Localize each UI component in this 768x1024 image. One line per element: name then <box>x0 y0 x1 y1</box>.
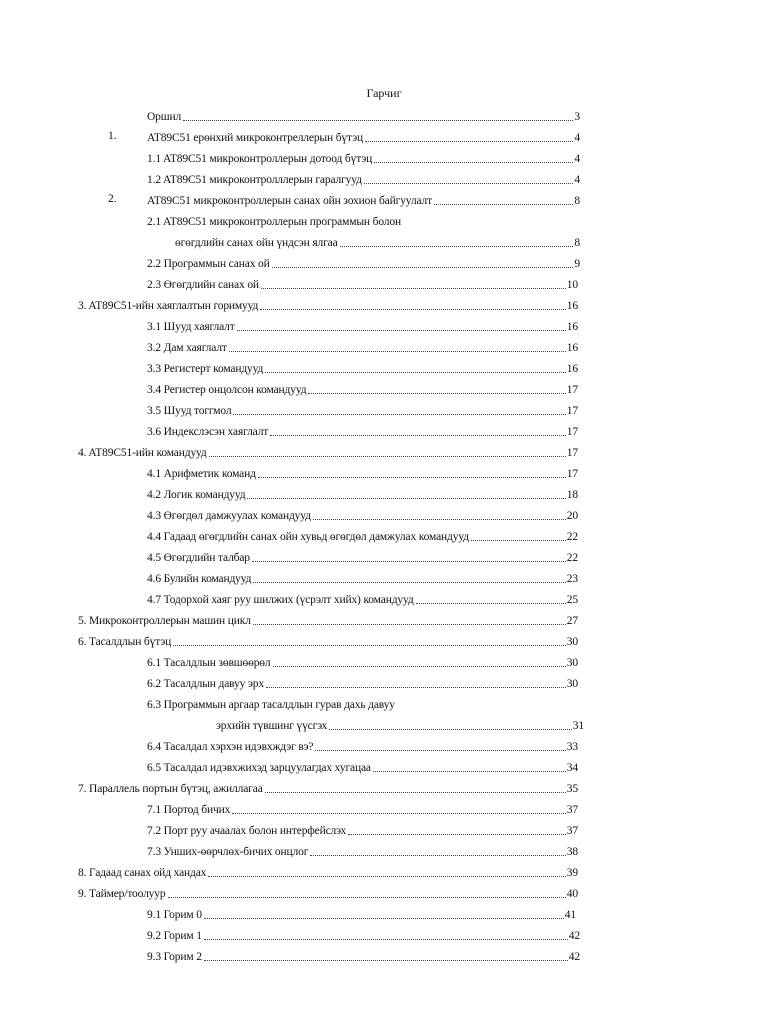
toc-entry[interactable] <box>147 171 580 187</box>
toc-entry[interactable] <box>147 843 578 859</box>
dot-leader <box>329 726 572 730</box>
toc-entry-label: Оршил <box>147 111 182 123</box>
toc-entry[interactable] <box>147 108 580 124</box>
toc-entry-label: 7.3 Унших-өөрчлөх-бичих онцлог <box>147 846 309 858</box>
toc-entry-label: 4.1 Арифметик команд <box>147 468 256 480</box>
toc-entry-label: 9.1 Горим 0 <box>147 909 202 921</box>
dot-leader <box>265 369 566 373</box>
toc-entry[interactable] <box>147 465 578 481</box>
toc-entry[interactable] <box>147 675 578 691</box>
toc-page-number: 17 <box>566 384 578 396</box>
dot-leader <box>168 894 566 898</box>
toc-page-number: 18 <box>566 489 578 501</box>
toc-entry[interactable] <box>78 633 578 649</box>
toc-entry-label: 6.1 Тасалдлын зөвшөөрөл <box>147 657 271 669</box>
toc-page-number: 20 <box>566 510 578 522</box>
toc-page-number: 16 <box>566 342 578 354</box>
toc-entry-label: 3.6 Индекслэсэн хаяглалт <box>147 426 269 438</box>
toc-entry[interactable] <box>147 801 578 817</box>
toc-page-number: 10 <box>566 279 578 291</box>
toc-entry[interactable] <box>147 822 578 838</box>
dot-leader <box>273 663 566 667</box>
toc-entry-label: 7.2 Порт руу ачаалах болон интерфейслэх <box>147 825 347 837</box>
dot-leader <box>272 264 574 268</box>
toc-entry[interactable] <box>147 150 580 166</box>
dot-leader <box>204 915 564 919</box>
toc-entry[interactable] <box>147 318 578 334</box>
toc-entry-label: өгөгдлийн санах ойн үндсэн ялгаа <box>175 237 338 249</box>
toc-entry-label: 7.1 Портод бичих <box>147 804 231 816</box>
toc-page-number: 33 <box>566 741 578 753</box>
toc-page-number: 30 <box>566 657 578 669</box>
toc-page-number: 16 <box>566 363 578 375</box>
dot-leader <box>208 873 566 877</box>
toc-entry[interactable] <box>147 759 578 775</box>
dot-leader <box>348 831 566 835</box>
toc-entry-label: 1.1 AT89C51 микроконтроллерын дотоод бүтэц <box>147 153 373 165</box>
toc-entry-label: AT89C51 микроконтроллерын санах ойн зохион байгуулалт <box>147 195 432 207</box>
toc-page-number: 9 <box>574 258 580 270</box>
dot-leader <box>308 390 565 394</box>
toc-entry-label: 4.4 Гадаад өгөгдлийн санах ойн хувьд өгөгдөл дамжулах командууд <box>147 531 469 543</box>
toc-page-number: 16 <box>566 321 578 333</box>
toc-entry-label: AT89C51 ерөнхий микроконтреллерын бүтэц <box>147 132 363 144</box>
dot-leader <box>204 936 568 940</box>
dot-leader <box>471 537 566 541</box>
toc-page-number: 27 <box>566 615 578 627</box>
toc-entry[interactable] <box>147 738 578 754</box>
toc-entry[interactable] <box>147 654 578 670</box>
toc-entry[interactable] <box>147 339 578 355</box>
toc-entry-label: 4.7 Тодорхой хаяг руу шилжих (үсрэлт хийх) командууд <box>147 594 414 606</box>
dot-leader <box>232 810 566 814</box>
toc-entry-label: 9.3 Горим 2 <box>147 951 202 963</box>
toc-entry[interactable] <box>147 381 578 397</box>
toc-entry[interactable] <box>78 780 578 796</box>
toc-entry[interactable] <box>147 402 578 418</box>
toc-page-number: 34 <box>566 762 578 774</box>
toc-page-number: 40 <box>566 888 578 900</box>
toc-entry-label: 2.3 Өгөгдлийн санах ой <box>147 279 259 291</box>
toc-entry-label: 7. Параллель портын бүтэц, ажиллагаа <box>78 783 263 795</box>
toc-entry-label: 3.4 Регистер онцолсон командууд <box>147 384 307 396</box>
toc-entry[interactable] <box>147 486 578 502</box>
toc-entry-label: 1.2 AT89C51 микроконтролллерын гаралгууд <box>147 174 362 186</box>
toc-entry-label: 3.5 Шууд тоггмол <box>147 405 232 417</box>
toc-entry[interactable] <box>78 297 578 313</box>
dot-leader <box>434 201 573 205</box>
toc-entry[interactable] <box>78 612 578 628</box>
toc-page-number: 16 <box>566 300 578 312</box>
dot-leader <box>183 117 573 121</box>
toc-page-number: 3 <box>574 111 580 123</box>
toc-entry[interactable] <box>147 507 578 523</box>
toc-page-number: 8 <box>574 237 580 249</box>
toc-entry[interactable] <box>147 927 580 943</box>
dot-leader <box>173 642 566 646</box>
toc-entry-label: 3.3 Регистерт командууд <box>147 363 264 375</box>
toc-entry-label: 3.2 Дам хаяглалт <box>147 342 227 354</box>
dot-leader <box>270 432 566 436</box>
toc-page-number: 4 <box>574 132 580 144</box>
toc-page-number: 17 <box>566 447 578 459</box>
dot-leader <box>313 516 566 520</box>
toc-title: Гарчиг <box>366 86 402 100</box>
toc-entry-label: 8. Гадаад санах ойд хандах <box>78 867 207 879</box>
dot-leader <box>260 306 566 310</box>
dot-leader <box>253 621 566 625</box>
toc-page-number: 38 <box>566 846 578 858</box>
dot-leader <box>261 285 566 289</box>
toc-page-number: 17 <box>566 426 578 438</box>
toc-entry[interactable] <box>78 444 578 460</box>
toc-entry-label: 4.5 Өгөгдлийн талбар <box>147 552 250 564</box>
toc-page-number: 42 <box>568 951 580 963</box>
dot-leader <box>209 453 566 457</box>
toc-page-number: 4 <box>574 174 580 186</box>
toc-entry-label: 4.3 Өгөгдөл дамжуулах командууд <box>147 510 311 522</box>
dot-leader <box>364 180 574 184</box>
toc-page-number: 37 <box>566 825 578 837</box>
dot-leader <box>258 474 566 478</box>
toc-entry[interactable] <box>147 591 578 607</box>
toc-page-number: 17 <box>566 468 578 480</box>
dot-leader <box>204 957 568 961</box>
toc-entry[interactable] <box>147 906 576 922</box>
toc-entry-label: 6.4 Тасалдал хэрхэн идэвхждэг вэ? <box>147 741 314 753</box>
toc-chapter-number: 1. <box>108 130 117 142</box>
toc-entry[interactable] <box>147 276 578 292</box>
toc-entry-label: 4. AT89C51-ийн командууд <box>78 447 207 459</box>
toc-page-number: 31 <box>572 720 584 732</box>
dot-leader <box>233 411 565 415</box>
toc-page-number: 39 <box>566 867 578 879</box>
toc-page-number: 42 <box>568 930 580 942</box>
toc-entry-label: 3.1 Шууд хаяглалт <box>147 321 235 333</box>
toc-entry-label: 2.1 AT89C51 микроконтроллерын программын болон <box>147 216 401 228</box>
toc-entry-label: 9.2 Горим 1 <box>147 930 202 942</box>
dot-leader <box>374 159 573 163</box>
toc-entry[interactable] <box>147 255 580 271</box>
toc-page-number: 35 <box>566 783 578 795</box>
toc-page-number: 23 <box>566 573 578 585</box>
dot-leader <box>229 348 566 352</box>
dot-leader <box>252 558 566 562</box>
toc-entry[interactable] <box>147 192 580 208</box>
toc-entry-label: 6.5 Тасалдал идэвхжихэд зарцуулагдах хугацаа <box>147 762 371 774</box>
toc-page-number: 41 <box>564 909 576 921</box>
toc-entry-label: 6.2 Тасалдлын давуу эрх <box>147 678 264 690</box>
toc-entry[interactable] <box>147 570 578 586</box>
toc-page-number: 22 <box>566 531 578 543</box>
toc-entry[interactable] <box>147 528 578 544</box>
toc-page-number: 30 <box>566 678 578 690</box>
dot-leader <box>247 495 565 499</box>
dot-leader <box>310 852 566 856</box>
toc-entry-label: 6. Тасалдлын бүтэц <box>78 636 172 648</box>
dot-leader <box>340 243 574 247</box>
toc-page-number: 30 <box>566 636 578 648</box>
toc-page-number: 17 <box>566 405 578 417</box>
dot-leader <box>365 138 573 142</box>
toc-entry[interactable] <box>147 549 578 565</box>
toc-page-number: 25 <box>566 594 578 606</box>
dot-leader <box>253 579 565 583</box>
toc-page-number: 22 <box>566 552 578 564</box>
toc-entry-label: 2.2 Программын санах ой <box>147 258 270 270</box>
toc-chapter-number: 2. <box>108 193 117 205</box>
toc-entry[interactable] <box>147 423 578 439</box>
toc-entry[interactable] <box>78 864 578 880</box>
toc-entry[interactable] <box>147 360 578 376</box>
dot-leader <box>265 789 566 793</box>
toc-entry-label: эрхийн түвшинг үүсгэх <box>216 720 328 732</box>
toc-page-number: 4 <box>574 153 580 165</box>
dot-leader <box>266 684 566 688</box>
toc-entry[interactable] <box>175 234 580 250</box>
dot-leader <box>237 327 566 331</box>
toc-entry-label: 5. Микроконтроллерын машин цикл <box>78 615 251 627</box>
dot-leader <box>315 747 565 751</box>
toc-page-number: 37 <box>566 804 578 816</box>
toc-entry-label: 6.3 Программын аргаар тасалдлын гурав дахь давуу <box>147 699 395 711</box>
toc-entry-label: 4.2 Логик командууд <box>147 489 246 501</box>
dot-leader <box>416 600 566 604</box>
toc-entry-label: 3. AT89C51-ийн хаяглалтын горимууд <box>78 300 259 312</box>
toc-entry-label: 9. Таймер/тоолуур <box>78 888 166 900</box>
toc-entry[interactable] <box>216 717 584 733</box>
toc-entry[interactable] <box>147 213 401 229</box>
dot-leader <box>373 768 566 772</box>
toc-entry[interactable] <box>78 885 578 901</box>
toc-entry[interactable] <box>147 696 395 712</box>
toc-entry[interactable] <box>147 948 580 964</box>
toc-page-number: 8 <box>574 195 580 207</box>
toc-entry[interactable] <box>147 129 580 145</box>
toc-entry-label: 4.6 Булийн командууд <box>147 573 252 585</box>
